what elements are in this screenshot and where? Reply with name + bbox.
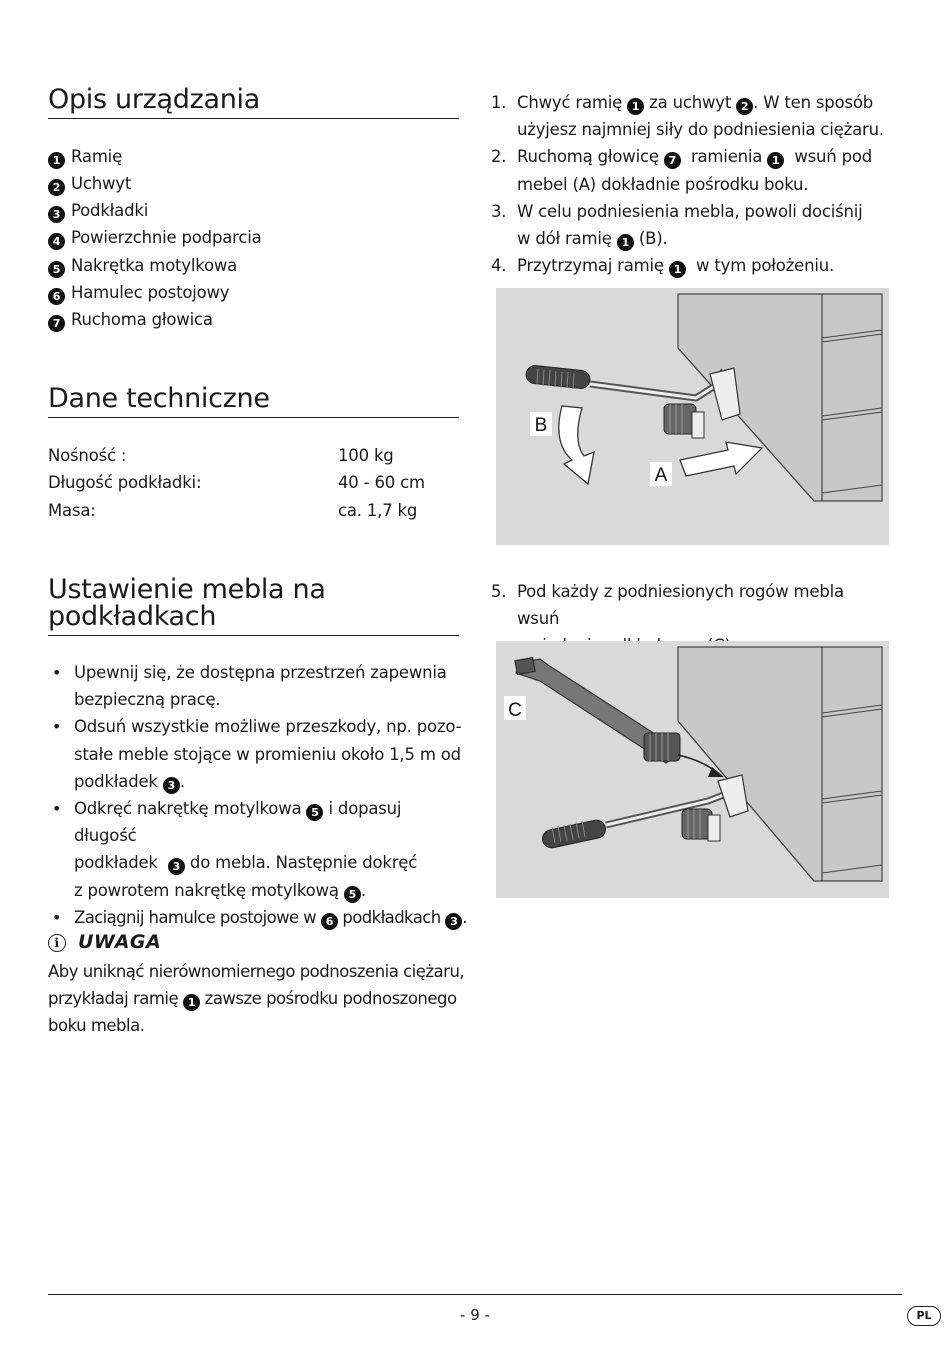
number-badge-icon: 2	[736, 98, 753, 115]
step-text: w dół ramię	[517, 229, 612, 249]
list-item: • Odkręć nakrętkę motylkowa 5 i dopasuj długość podkładek 3 do mebla. Następnie dokręć z powrotem nakrętkę motylkową 5 .	[48, 795, 468, 904]
list-item	[48, 279, 229, 306]
step-number: 5.	[491, 582, 507, 601]
section-title-opis: Opis urządzania	[48, 84, 260, 115]
part-label: Ramię	[71, 147, 123, 166]
bullet-text: z powrotem nakrętkę motylkową	[74, 880, 339, 900]
tech-value: 40 - 60 cm	[338, 473, 425, 492]
list-item: • Odsuń wszystkie możliwe przeszkody, np. pozo- stałe meble stojące w promieniu około 1,5 m od podkładek 3 .	[48, 713, 468, 795]
bullet-text: Odkręć nakrętkę motylkowa	[74, 799, 302, 819]
info-icon: i	[48, 934, 66, 952]
illustration-lift-furniture	[496, 288, 889, 545]
step-text: w tym położeniu.	[696, 256, 835, 276]
steps-list-1	[491, 89, 891, 279]
warning-body	[48, 958, 466, 1040]
title-line: Ustawienie mebla na	[48, 574, 326, 605]
list-item	[48, 306, 213, 333]
part-label: Ruchoma głowica	[71, 310, 213, 329]
list-item	[48, 170, 131, 197]
tech-label: Nośność :	[48, 446, 127, 465]
figure-label-b: B	[534, 415, 548, 436]
step-text: użyjesz najmniej siły do podniesienia ciężaru.	[517, 120, 884, 140]
step-text: (B).	[638, 229, 668, 249]
number-badge-icon: 3	[163, 777, 180, 794]
list-item	[491, 252, 891, 279]
step-text: W celu podniesienia mebla, powoli dociśnij	[517, 201, 863, 221]
step-number: 4.	[491, 256, 507, 276]
list-item: • Zaciągnij hamulce postojowe w 6 podkładkach 3 .	[48, 904, 468, 931]
warning-text: boku mebla.	[48, 1016, 145, 1036]
bullet-text: stałe meble stojące w promieniu około 1,5 m od	[74, 744, 461, 764]
section-rule	[48, 635, 459, 636]
bullet-text: Upewnij się, że dostępna przestrzeń zapewnia bezpieczną pracę.	[74, 663, 447, 710]
number-badge-icon: 5	[48, 261, 65, 278]
step-text: Pod każdy z podniesionych rogów mebla wsuń	[517, 582, 844, 629]
step-text: . W ten sposób	[753, 93, 874, 112]
bullet-text: podkładek	[74, 771, 158, 791]
bullet-text: podkładkach	[342, 907, 441, 927]
number-badge-icon: 7	[48, 315, 65, 332]
step-number: 1.	[491, 93, 507, 112]
tech-label: Długość podkładki:	[48, 473, 202, 492]
bullet-text: podkładek	[74, 853, 158, 873]
warning-text: przykładaj ramię	[48, 989, 179, 1009]
step-text: wsuń pod	[794, 147, 873, 167]
part-label: Nakrętka motylkowa	[71, 256, 238, 275]
list-item	[48, 197, 148, 224]
number-badge-icon: 5	[306, 804, 323, 821]
warning-title: UWAGA	[78, 931, 162, 953]
number-badge-icon: 6	[48, 288, 65, 305]
list-item	[491, 89, 891, 143]
list-item	[48, 659, 468, 713]
list-item	[48, 143, 122, 170]
step-text: mebel (A) dokładnie pośrodku boku.	[517, 174, 809, 194]
title-line: podkładkach	[48, 601, 217, 632]
tech-value: ca. 1,7 kg	[338, 501, 418, 520]
list-item	[48, 224, 262, 251]
number-badge-icon: 1	[669, 261, 686, 278]
section-rule	[48, 417, 459, 418]
number-badge-icon: 3	[445, 913, 462, 930]
bullet-text: i dopasuj długość	[74, 799, 402, 846]
warning-text: Aby uniknąć nierównomiernego podnoszenia ciężaru,	[48, 962, 465, 981]
pad-illustration-svg	[496, 641, 889, 898]
number-badge-icon: 1	[617, 234, 634, 251]
number-badge-icon: 1	[627, 98, 644, 115]
lift-illustration-svg	[496, 288, 889, 545]
part-label: Hamulec postojowy	[71, 283, 230, 302]
number-badge-icon: 4	[48, 233, 65, 250]
step-text: Chwyć ramię	[517, 93, 623, 112]
setup-bullets	[48, 659, 468, 931]
number-badge-icon: 3	[48, 206, 65, 223]
number-badge-icon: 1	[767, 152, 784, 169]
number-badge-icon: 3	[168, 858, 185, 875]
step-text: Przytrzymaj ramię	[517, 256, 664, 276]
page-number: - 9 -	[460, 1306, 490, 1324]
warning-heading	[48, 931, 161, 953]
warning-text: zawsze pośrodku podnoszonego	[204, 989, 457, 1009]
list-item	[491, 198, 891, 252]
section-title-dane: Dane techniczne	[48, 383, 270, 414]
step-number: 3.	[491, 201, 507, 221]
number-badge-icon: 2	[48, 179, 65, 196]
tech-label: Masa:	[48, 501, 96, 520]
section-rule	[48, 118, 459, 119]
footer-rule	[48, 1294, 902, 1295]
number-badge-icon: 7	[664, 152, 681, 169]
number-badge-icon: 1	[183, 994, 200, 1011]
step-text: Ruchomą głowicę	[517, 147, 659, 167]
step-text: ramienia	[690, 147, 763, 167]
bullet-text: Odsuń wszystkie możliwe przeszkody, np. pozo-	[74, 717, 462, 737]
bullet-text: Zaciągnij hamulce postojowe w	[74, 907, 317, 927]
bullet-text: do mebla. Następnie dokręć	[189, 853, 418, 873]
figure-label-a: A	[654, 465, 668, 486]
list-item	[491, 143, 891, 197]
step-text: za uchwyt	[649, 93, 732, 112]
section-title-ustawienie	[48, 576, 459, 630]
figure-label-c: C	[508, 700, 522, 721]
language-badge: PL	[907, 1306, 941, 1326]
part-label: Podkładki	[71, 201, 149, 220]
step-number: 2.	[491, 147, 507, 167]
part-label: Uchwyt	[71, 174, 132, 193]
list-item	[48, 252, 237, 279]
part-label: Powierzchnie podparcia	[71, 228, 262, 247]
number-badge-icon: 6	[321, 913, 338, 930]
number-badge-icon: 1	[48, 152, 65, 169]
number-badge-icon: 5	[344, 886, 361, 903]
illustration-place-pad	[496, 641, 889, 898]
tech-value: 100 kg	[338, 446, 394, 465]
